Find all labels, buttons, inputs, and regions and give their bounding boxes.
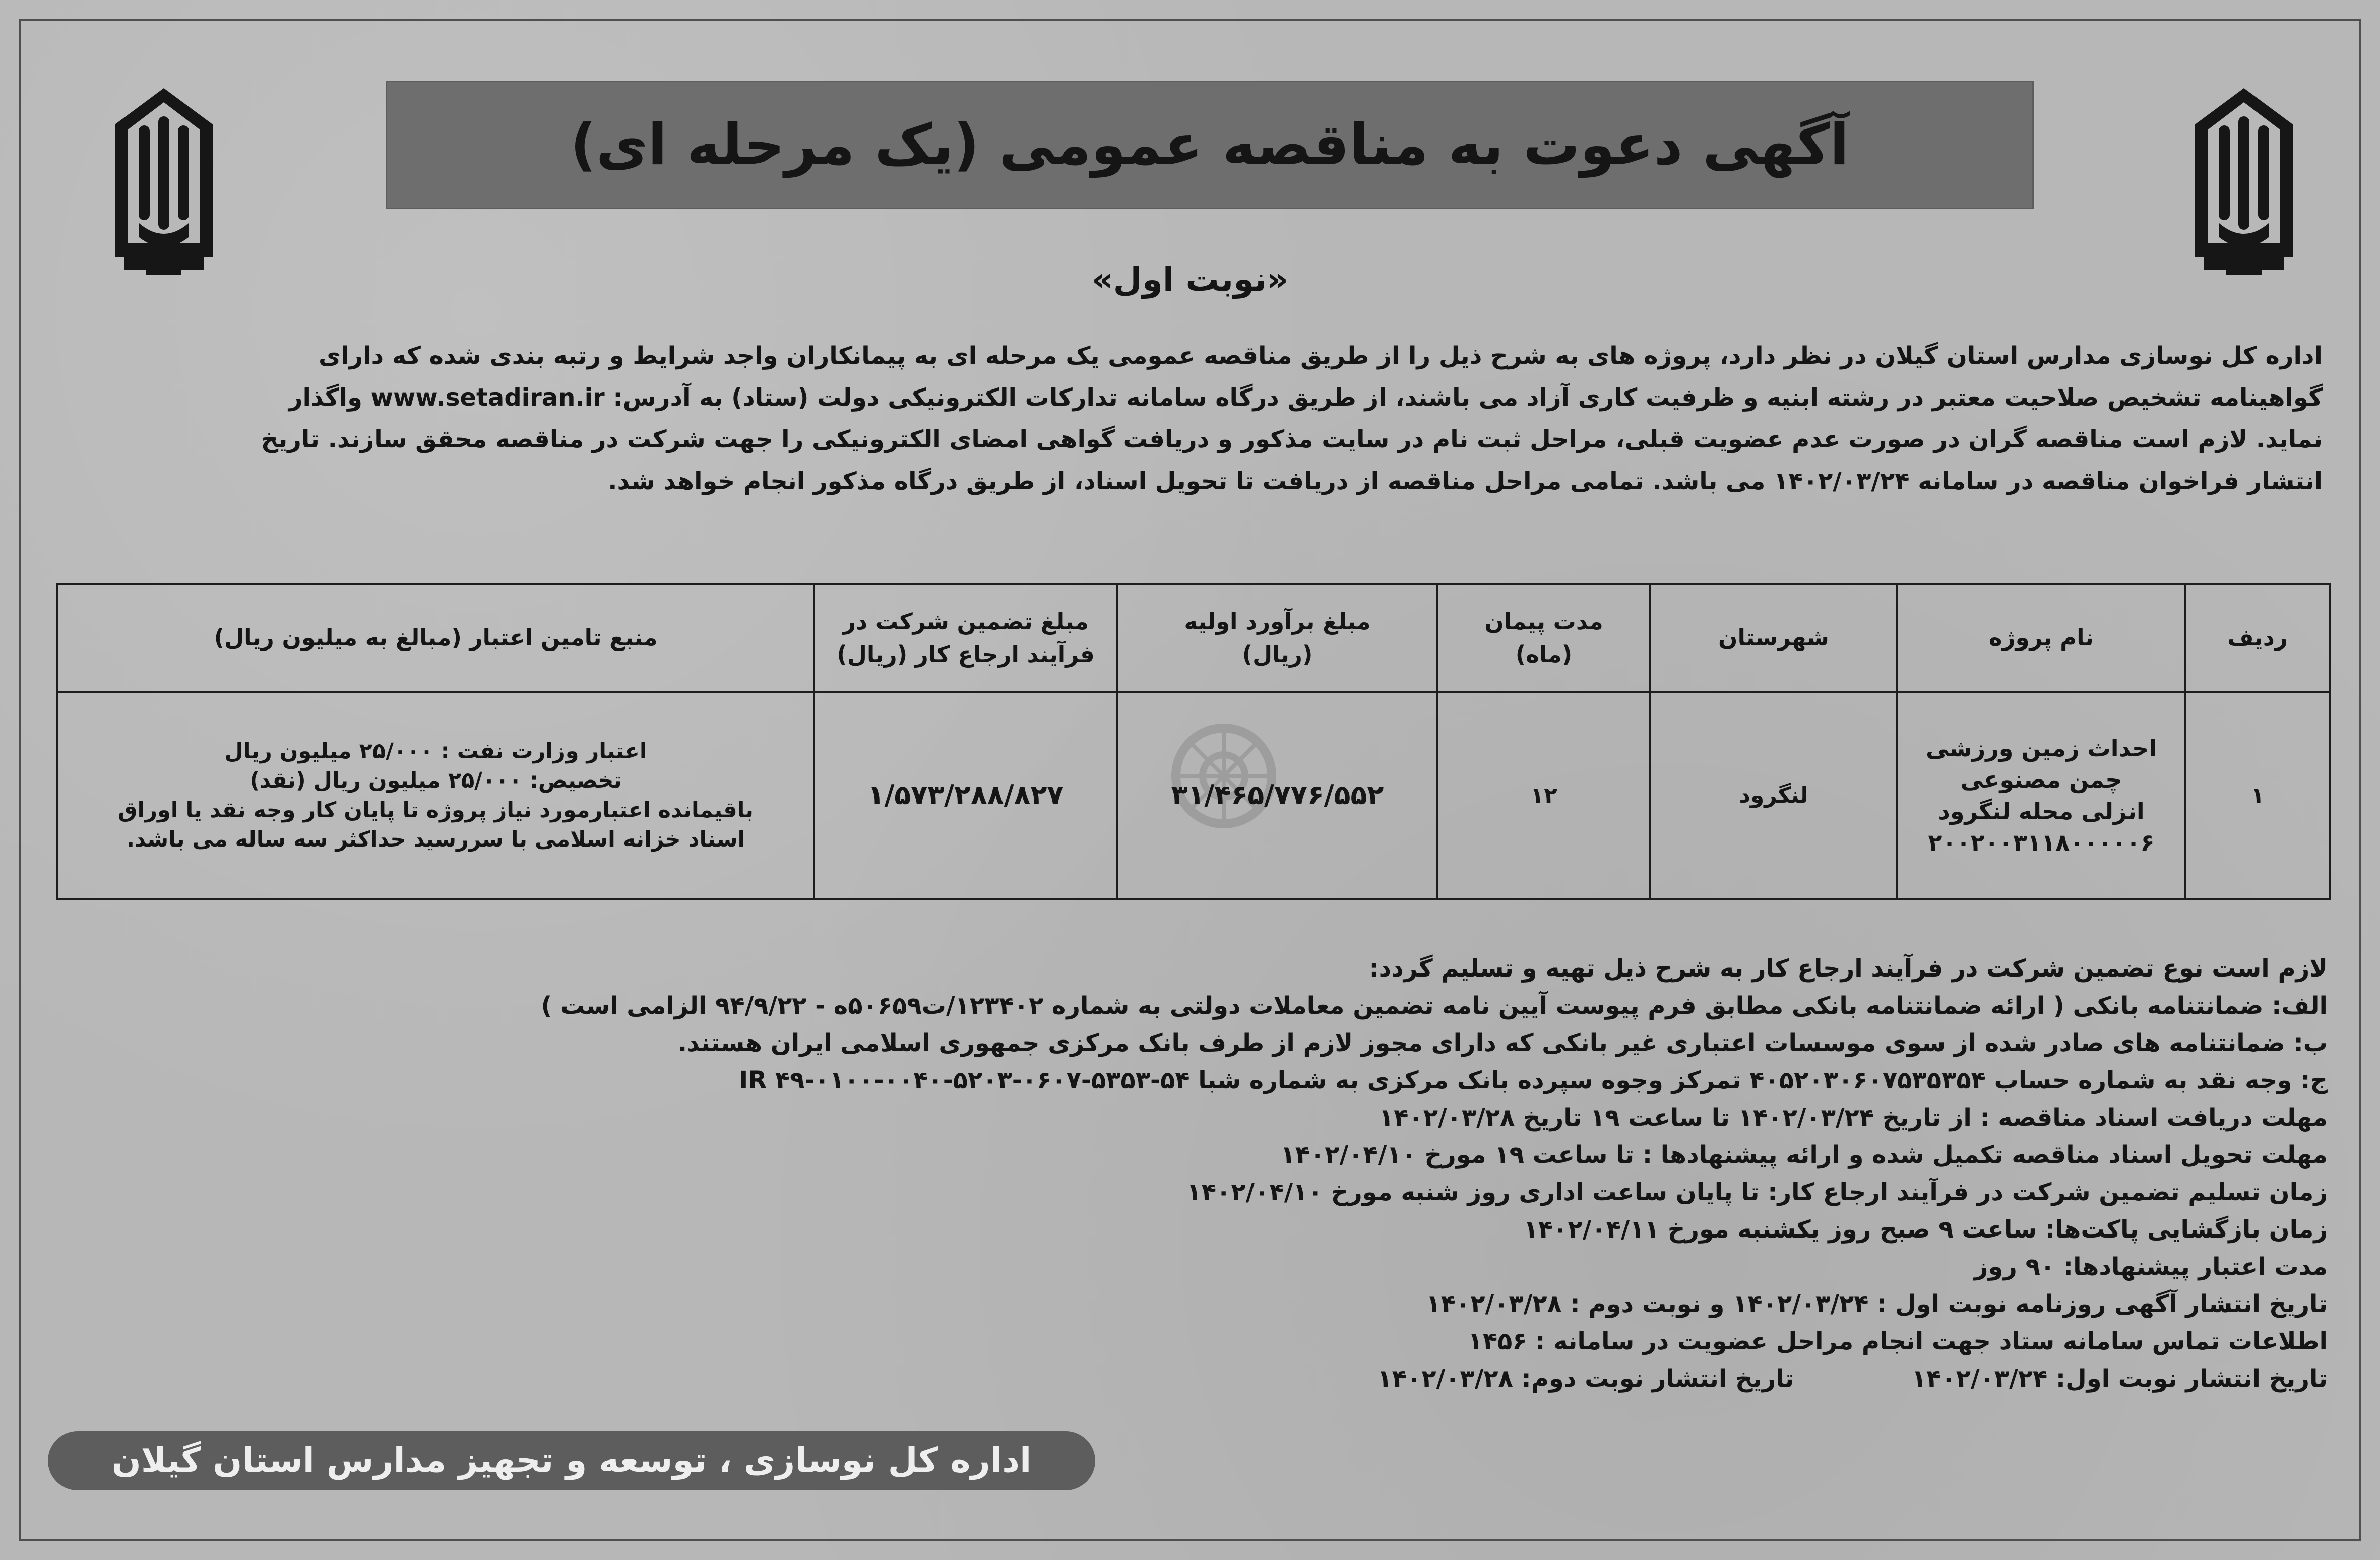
header-contract-duration: مدت پیمان (ماه) xyxy=(1437,584,1650,692)
notice-title: آگهی دعوت به مناقصه عمومی (یک مرحله ای) xyxy=(570,112,1849,178)
intro-paragraph: اداره کل نوسازی مدارس استان گیلان در نظر دارد، پروژه های به شرح ذیل را از طریق مناقصه عمومی یک مرحله ای به پیمانکاران واجد شرایط و رتبه بندی شده که دارای گواهینامه تشخیص صلاحیت معتبر در رشته ابنیه و ظرفیت کاری آزاد می باشند، از طریق درگاه سامانه تدارکات الکترونیکی دولت (ستاد) به آدرس: www.setadiran.ir واگذار نماید. لازم است مناقصه گران در صورت عدم عضویت قبلی، مراحل ثبت نام در سایت مذکور و دریافت گواهی امضای الکترونیکی را جهت شرکت در مناقصه محقق سازند. تاریخ انتشار فراخوان مناقصه در سامانه ۱۴۰۲/۰۳/۲۴ می باشد. تمامی مراحل مناقصه از دریافت تا تحویل اسناد، از طریق درگاه مذکور انجام خواهد شد. xyxy=(261,342,2323,495)
header-county: شهرستان xyxy=(1650,584,1897,692)
header-funding-source: منبع تامین اعتبار (مبالغ به میلیون ریال) xyxy=(57,584,814,692)
bank-guarantee-line: الف: ضمانتنامه بانکی ( ارائه ضمانتنامه بانکی مطابق فرم پیوست آیین نامه تضمین معاملات دولتی به شماره ۱۲۳۴۰۲/ت۵۰۶۵۹ه - ۹۴/۹/۲۲ الزامی است ) xyxy=(541,992,2328,1020)
cash-guarantee-text: ج: وجه نقد به شماره حساب ۴۰۵۲۰۳۰۶۰۷۵۳۵۳۵۴ تمرکز وجوه سپرده بانک مرکزی به شماره شبا xyxy=(1198,1066,2328,1094)
envelope-opening-time: زمان بازگشایی پاکت‌ها: ساعت ۹ صبح روز یکشنبه مورخ ۱۴۰۲/۰۴/۱۱ xyxy=(1523,1215,2328,1244)
school-renovation-logo-icon xyxy=(96,78,232,280)
newspaper-publication-dates: تاریخ انتشار آگهی روزنامه نوبت اول : ۱۴۰۲/۰۳/۲۴ و نوبت دوم : ۱۴۰۲/۰۳/۲۸ xyxy=(1426,1290,2328,1318)
project-name: احداث زمین ورزشی چمن مصنوعی انزلی محله لنگرود ۲۰۰۲۰۰۳۱۱۸۰۰۰۰۰۶ xyxy=(1897,692,2185,899)
header-initial-estimate: مبلغ برآورد اولیه (ریال) xyxy=(1117,584,1437,692)
school-renovation-logo-icon xyxy=(2176,78,2312,280)
iban-number: IR ۴۹-۰۱۰۰-۰۰۴۰-۵۲۰۳-۰۶۰۷-۵۳۵۳-۵۴ xyxy=(739,1066,1190,1094)
table-header-row xyxy=(57,584,2330,692)
proposal-validity: مدت اعتبار پیشنهادها: ۹۰ روز xyxy=(1974,1253,2328,1281)
first-publication-date: تاریخ انتشار نوبت اول: ۱۴۰۲/۰۳/۲۴ xyxy=(1911,1364,2328,1393)
publication-dates-line xyxy=(59,1360,2328,1397)
notice-round: «نوبت اول» xyxy=(1092,260,1288,299)
cash-guarantee-line xyxy=(59,1062,2328,1099)
initial-estimate: ۳۱/۴۶۵/۷۷۶/۵۵۲ xyxy=(1117,692,1437,899)
tender-details xyxy=(59,950,2328,1397)
second-publication-date: تاریخ انتشار نوبت دوم: ۱۴۰۲/۰۳/۲۸ xyxy=(1377,1364,1794,1393)
guarantee-heading: لازم است نوع تضمین شرکت در فرآیند ارجاع کار به شرح ذیل تهیه و تسلیم گردد: xyxy=(1369,954,2328,983)
organization-logo-left xyxy=(96,78,232,280)
county: لنگرود xyxy=(1650,692,1897,899)
funding-source: اعتبار وزارت نفت : ۲۵/۰۰۰ میلیون ریال تخصیص: ۲۵/۰۰۰ میلیون ریال (نقد) باقیمانده اعتبارمورد نیاز پروژه تا پایان کار وجه نقد یا اوراق اسناد خزانه اسلامی با سررسید حداکثر سه ساله می باشد. xyxy=(57,692,814,899)
header-participation-guarantee: مبلغ تضمین شرکت در فرآیند ارجاع کار (ریال) xyxy=(814,584,1117,692)
document-submit-deadline: مهلت تحویل اسناد مناقصه تکمیل شده و ارائه پیشنهادها : تا ساعت ۱۹ مورخ ۱۴۰۲/۰۴/۱۰ xyxy=(1280,1141,2328,1169)
issuing-office-name: اداره کل نوسازی ، توسعه و تجهیز مدارس استان گیلان xyxy=(111,1441,1032,1480)
table-row xyxy=(57,692,2330,899)
organization-logo-right xyxy=(2176,78,2312,280)
tender-table xyxy=(56,583,2331,900)
setad-contact-info: اطلاعات تماس سامانه ستاد جهت انجام مراحل عضویت در سامانه : ۱۴۵۶ xyxy=(1468,1327,2328,1355)
row-number: ۱ xyxy=(2185,692,2330,899)
participation-guarantee: ۱/۵۷۳/۲۸۸/۸۲۷ xyxy=(814,692,1117,899)
non-bank-guarantee-line: ب: ضمانتنامه های صادر شده از سوی موسسات اعتباری غیر بانکی که دارای مجوز لازم از طرف بانک مرکزی جمهوری اسلامی ایران هستند. xyxy=(677,1029,2328,1057)
title-bar xyxy=(386,81,2034,209)
document-receive-deadline: مهلت دریافت اسناد مناقصه : از تاریخ ۱۴۰۲/۰۳/۲۴ تا ساعت ۱۹ تاریخ ۱۴۰۲/۰۳/۲۸ xyxy=(1379,1103,2328,1132)
header-row-number: ردیف xyxy=(2185,584,2330,692)
header-project-name: نام پروژه xyxy=(1897,584,2185,692)
guarantee-delivery-time: زمان تسلیم تضمین شرکت در فرآیند ارجاع کار: تا پایان ساعت اداری روز شنبه مورخ ۱۴۰۲/۰۴/۱۰ xyxy=(1186,1178,2328,1206)
contract-duration: ۱۲ xyxy=(1437,692,1650,899)
issuing-office-banner xyxy=(48,1431,1095,1490)
